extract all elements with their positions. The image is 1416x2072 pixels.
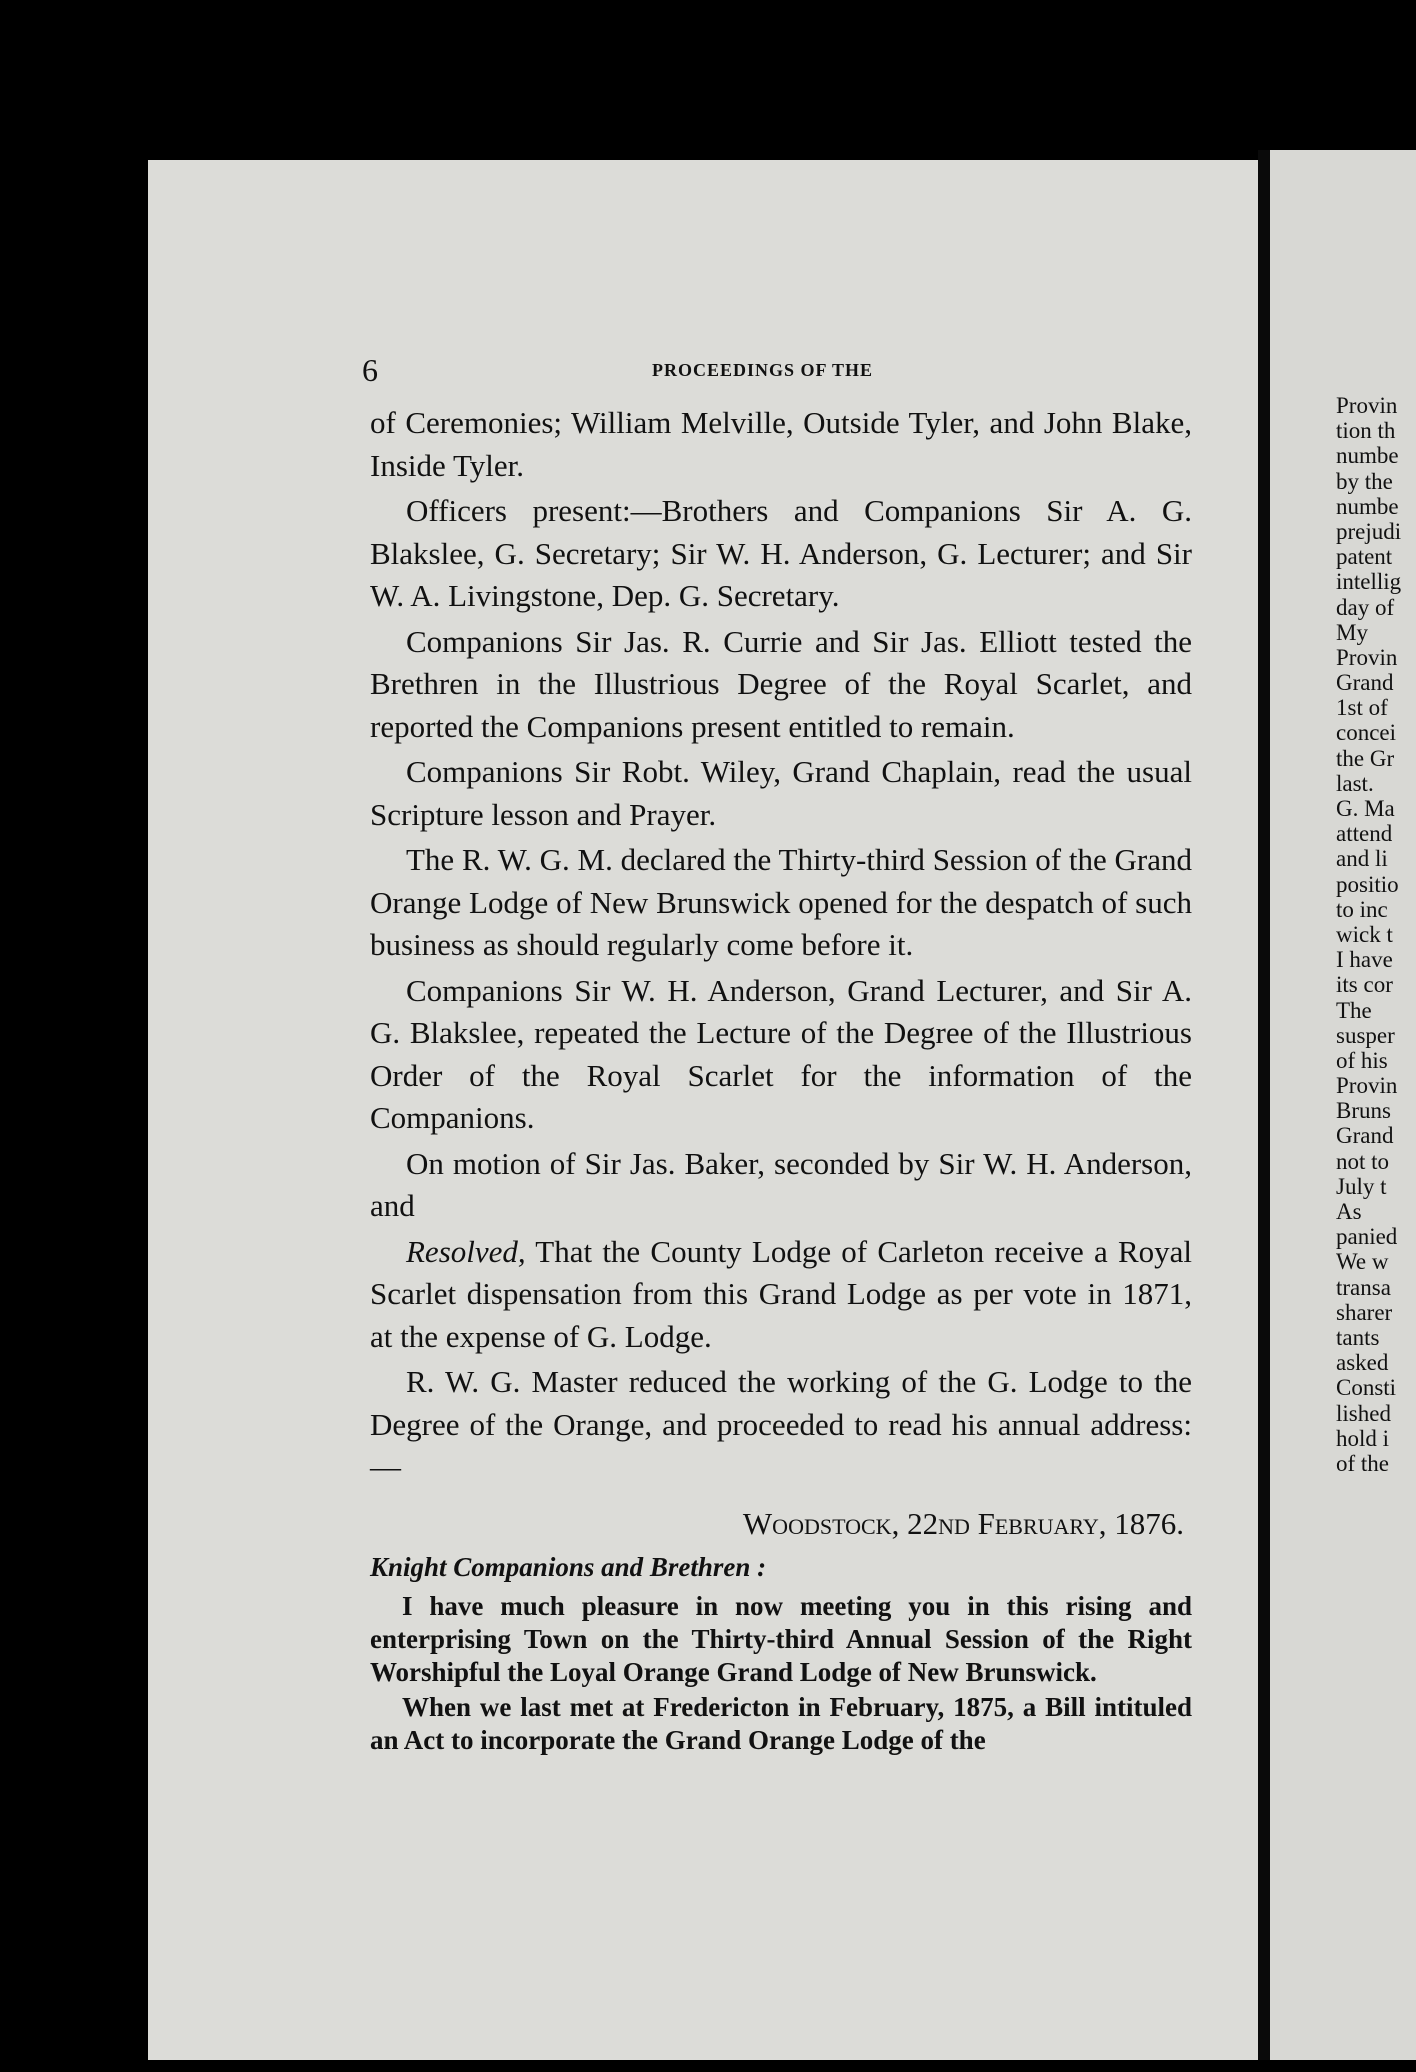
facing-page-line: Grand: [1336, 1123, 1394, 1149]
facing-page-line: Provin: [1336, 1073, 1398, 1099]
facing-page-line: Provin: [1336, 644, 1398, 670]
facing-page-line: concei: [1336, 720, 1397, 746]
facing-page-line: July t: [1336, 1173, 1387, 1199]
facing-page-line: 1st of: [1336, 695, 1388, 721]
paragraph: Companions Sir Jas. R. Currie and Sir Jas. Elliott tested the Brethren in the Illustrious Degree of the Royal Scarlet, and reported the Companions present entitled to remain.: [370, 623, 1192, 744]
salutation: Knight Companions and Brethren :: [370, 1552, 767, 1582]
address-paragraph: When we last met at Fredericton in February, 1875, a Bill intituled an Act to incorporate the Grand Orange Lodge of the: [370, 1692, 1192, 1755]
facing-page-line: We w: [1336, 1249, 1389, 1275]
facing-page-line: numbe: [1336, 493, 1399, 519]
paragraph: The R. W. G. M. declared the Thirty-third Session of the Grand Orange Lodge of New Brunswick opened for the despatch of such business as should regularly come before it.: [370, 842, 1192, 962]
running-head: PROCEEDINGS OF THE: [652, 360, 874, 380]
facing-page-line: prejudi: [1336, 518, 1402, 544]
main-text: [370, 402, 1192, 1759]
facing-page-line: last.: [1336, 770, 1374, 796]
facing-page-line: attend: [1336, 821, 1393, 847]
facing-page-line: patent: [1336, 544, 1393, 570]
facing-page-line: to inc: [1336, 896, 1388, 922]
facing-page-line: hold i: [1336, 1425, 1390, 1451]
paragraph: On motion of Sir Jas. Baker, seconded by Sir W. H. Anderson, and: [370, 1145, 1192, 1223]
resolution-paragraph: [370, 1231, 1192, 1359]
facing-page-line: susper: [1336, 1022, 1395, 1048]
facing-page-line: G. Ma: [1336, 796, 1395, 821]
facing-page-line: As: [1336, 1199, 1362, 1224]
address-paragraph: I have much pleasure in now meeting you in this rising and enterprising Town on the Thirty-third Annual Session of the Right Worshipful the Loyal Orange Grand Lodge of New Brunswick.: [370, 1591, 1192, 1687]
paragraph: R. W. G. Master reduced the working of the G. Lodge to the Degree of the Orange, and proceeded to read his annual address:—: [370, 1364, 1192, 1484]
facing-page-line: the Gr: [1336, 745, 1395, 771]
paragraph: Companions Sir Robt. Wiley, Grand Chaplain, read the usual Scripture lesson and Prayer.: [370, 754, 1192, 832]
facing-page-line: Grand: [1336, 670, 1394, 696]
facing-page-text: [1336, 393, 1401, 1476]
dateline: Woodstock, 22nd February, 1876.: [742, 1505, 1184, 1541]
paragraph: of Ceremonies; William Melville, Outside Tyler, and John Blake, Inside Tyler.: [370, 405, 1192, 483]
resolution-text: That the County Lodge of Carleton receive a Royal Scarlet dispensation from this Grand Lodge as per vote in 1871, at the expense of G. Lodge.: [370, 1233, 1192, 1354]
facing-page-line: not to: [1336, 1148, 1390, 1174]
facing-page-line: of the: [1336, 1450, 1390, 1476]
facing-page-line: asked: [1336, 1350, 1389, 1376]
facing-page-line: numbe: [1336, 443, 1399, 469]
facing-page-line: lished: [1336, 1400, 1391, 1426]
facing-page-line: Provin: [1336, 393, 1398, 418]
facing-page-line: Consti: [1336, 1375, 1397, 1401]
facing-page-line: tants: [1336, 1324, 1380, 1350]
facing-page-line: its cor: [1336, 972, 1393, 998]
facing-page-line: My: [1336, 619, 1368, 645]
facing-page-line: intellig: [1336, 569, 1402, 595]
page-number: 6: [362, 352, 378, 388]
address-text: [370, 1551, 1192, 1757]
facing-page-line: The: [1336, 997, 1372, 1023]
facing-page-line: wick t: [1336, 921, 1393, 947]
facing-page-line: Bruns: [1336, 1098, 1391, 1124]
facing-page-line: day of: [1336, 594, 1395, 620]
paragraph: Companions Sir W. H. Anderson, Grand Lecturer, and Sir A. G. Blakslee, repeated the Lecture of the Degree of the Illustrious Order of the Royal Scarlet for the information of the Companions.: [370, 972, 1192, 1135]
resolved-word: Resolved,: [406, 1233, 526, 1269]
facing-page-line: by the: [1336, 468, 1393, 494]
facing-page-line: sharer: [1336, 1299, 1393, 1325]
paragraph: Officers present:—Brothers and Companions Sir A. G. Blakslee, G. Secretary; Sir W. H. Anderson, G. Lecturer; and Sir W. A. Livingstone, Dep. G. Secretary.: [370, 493, 1192, 613]
book-gutter: [1258, 150, 1270, 2060]
facing-page-line: positio: [1336, 871, 1399, 897]
facing-page-line: and li: [1336, 846, 1388, 872]
facing-page-line: of his: [1336, 1047, 1388, 1073]
facing-page-line: transa: [1336, 1274, 1391, 1300]
facing-page-line: I have: [1336, 947, 1393, 973]
facing-page-line: panied: [1336, 1224, 1398, 1250]
facing-page-line: tion th: [1336, 418, 1396, 444]
page-header: [362, 352, 1194, 392]
